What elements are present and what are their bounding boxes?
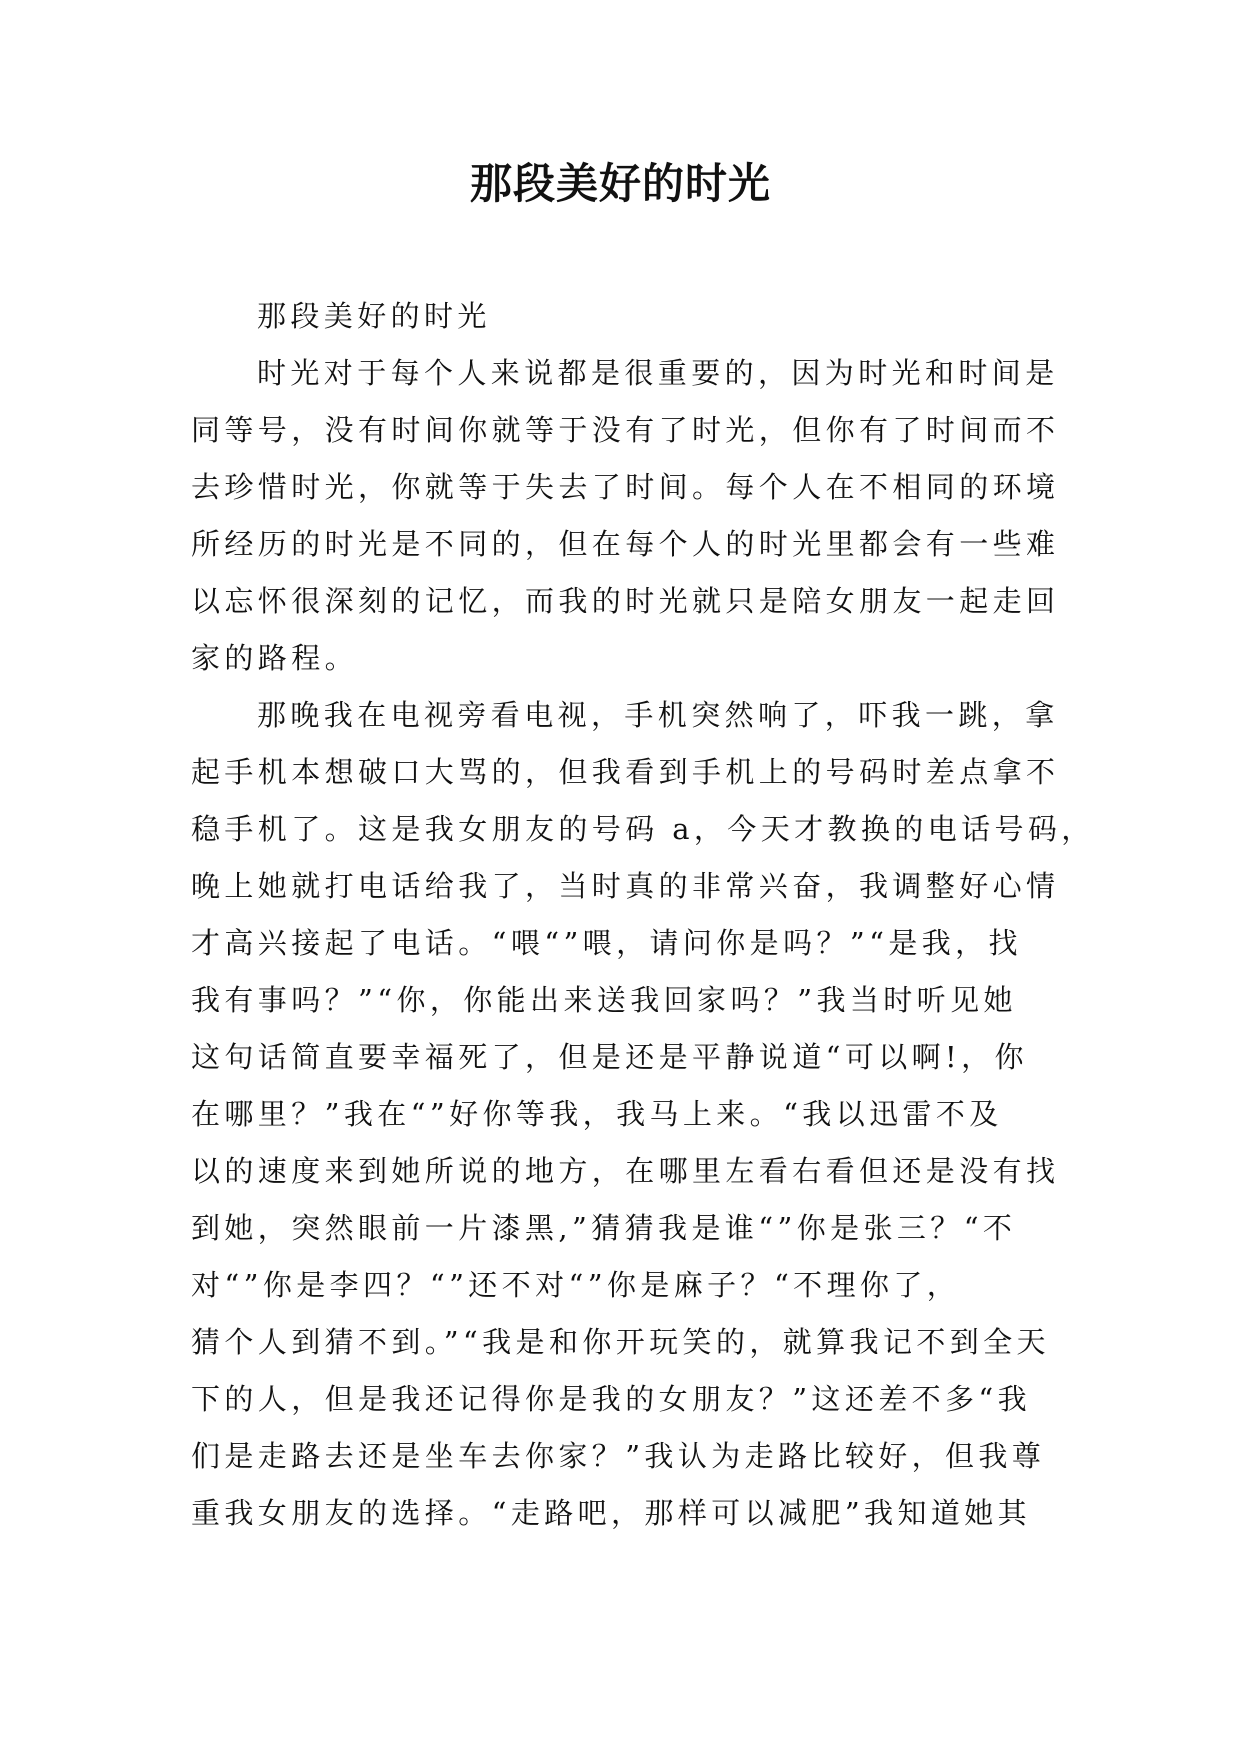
body-line: 们是走路去还是坐车去你家？”我认为走路比较好，但我尊 (191, 1439, 1046, 1473)
body-line: 家的路程。 (191, 641, 359, 675)
document-body (191, 288, 1095, 1542)
body-line: 在哪里？”我在“”好你等我，我马上来。“我以迅雷不及 (191, 1097, 1003, 1131)
body-line: 才高兴接起了电话。“喂“”喂，请问你是吗？”“是我，找 (191, 926, 1022, 960)
document-title: 那段美好的时光 (469, 159, 771, 208)
body-line: 所经历的时光是不同的，但在每个人的时光里都会有一些难 (191, 527, 1060, 561)
body-line: 去珍惜时光，你就等于失去了时间。每个人在不相同的环境 (191, 470, 1060, 504)
body-line: 时光对于每个人来说都是很重要的，因为时光和时间是 (257, 356, 1059, 390)
body-line: 到她，突然眼前一片漆黑,”猜猜我是谁“”你是张三？“不 (191, 1211, 1017, 1245)
body-line: 那段美好的时光 (257, 299, 491, 333)
body-line: 稳手机了。这是我女朋友的号码 a，今天才教换的电话号码， (191, 812, 1095, 846)
body-line: 重我女朋友的选择。“走路吧，那样可以减肥”我知道她其 (191, 1496, 1032, 1530)
body-line: 以忘怀很深刻的记忆，而我的时光就只是陪女朋友一起走回 (191, 584, 1060, 618)
body-line: 我有事吗？”“你，你能出来送我回家吗？”我当时听见她 (191, 983, 1017, 1017)
body-line: 下的人，但是我还记得你是我的女朋友？”这还差不多“我 (191, 1382, 1032, 1416)
body-line: 以的速度来到她所说的地方，在哪里左看右看但还是没有找 (191, 1154, 1060, 1188)
body-line: 猜个人到猜不到。”“我是和你开玩笑的，就算我记不到全天 (191, 1325, 1050, 1359)
body-line: 同等号，没有时间你就等于没有了时光，但你有了时间而不 (191, 413, 1060, 447)
body-line: 这句话简直要幸福死了，但是还是平静说道“可以啊!，你 (191, 1040, 1028, 1074)
body-line: 起手机本想破口大骂的，但我看到手机上的号码时差点拿不 (191, 755, 1060, 789)
body-line: 那晚我在电视旁看电视，手机突然响了，吓我一跳，拿 (257, 698, 1059, 732)
body-line: 对“”你是李四？“”还不对“”你是麻子？“不理你了， (191, 1268, 961, 1302)
body-line: 晚上她就打电话给我了，当时真的非常兴奋，我调整好心情 (191, 869, 1060, 903)
